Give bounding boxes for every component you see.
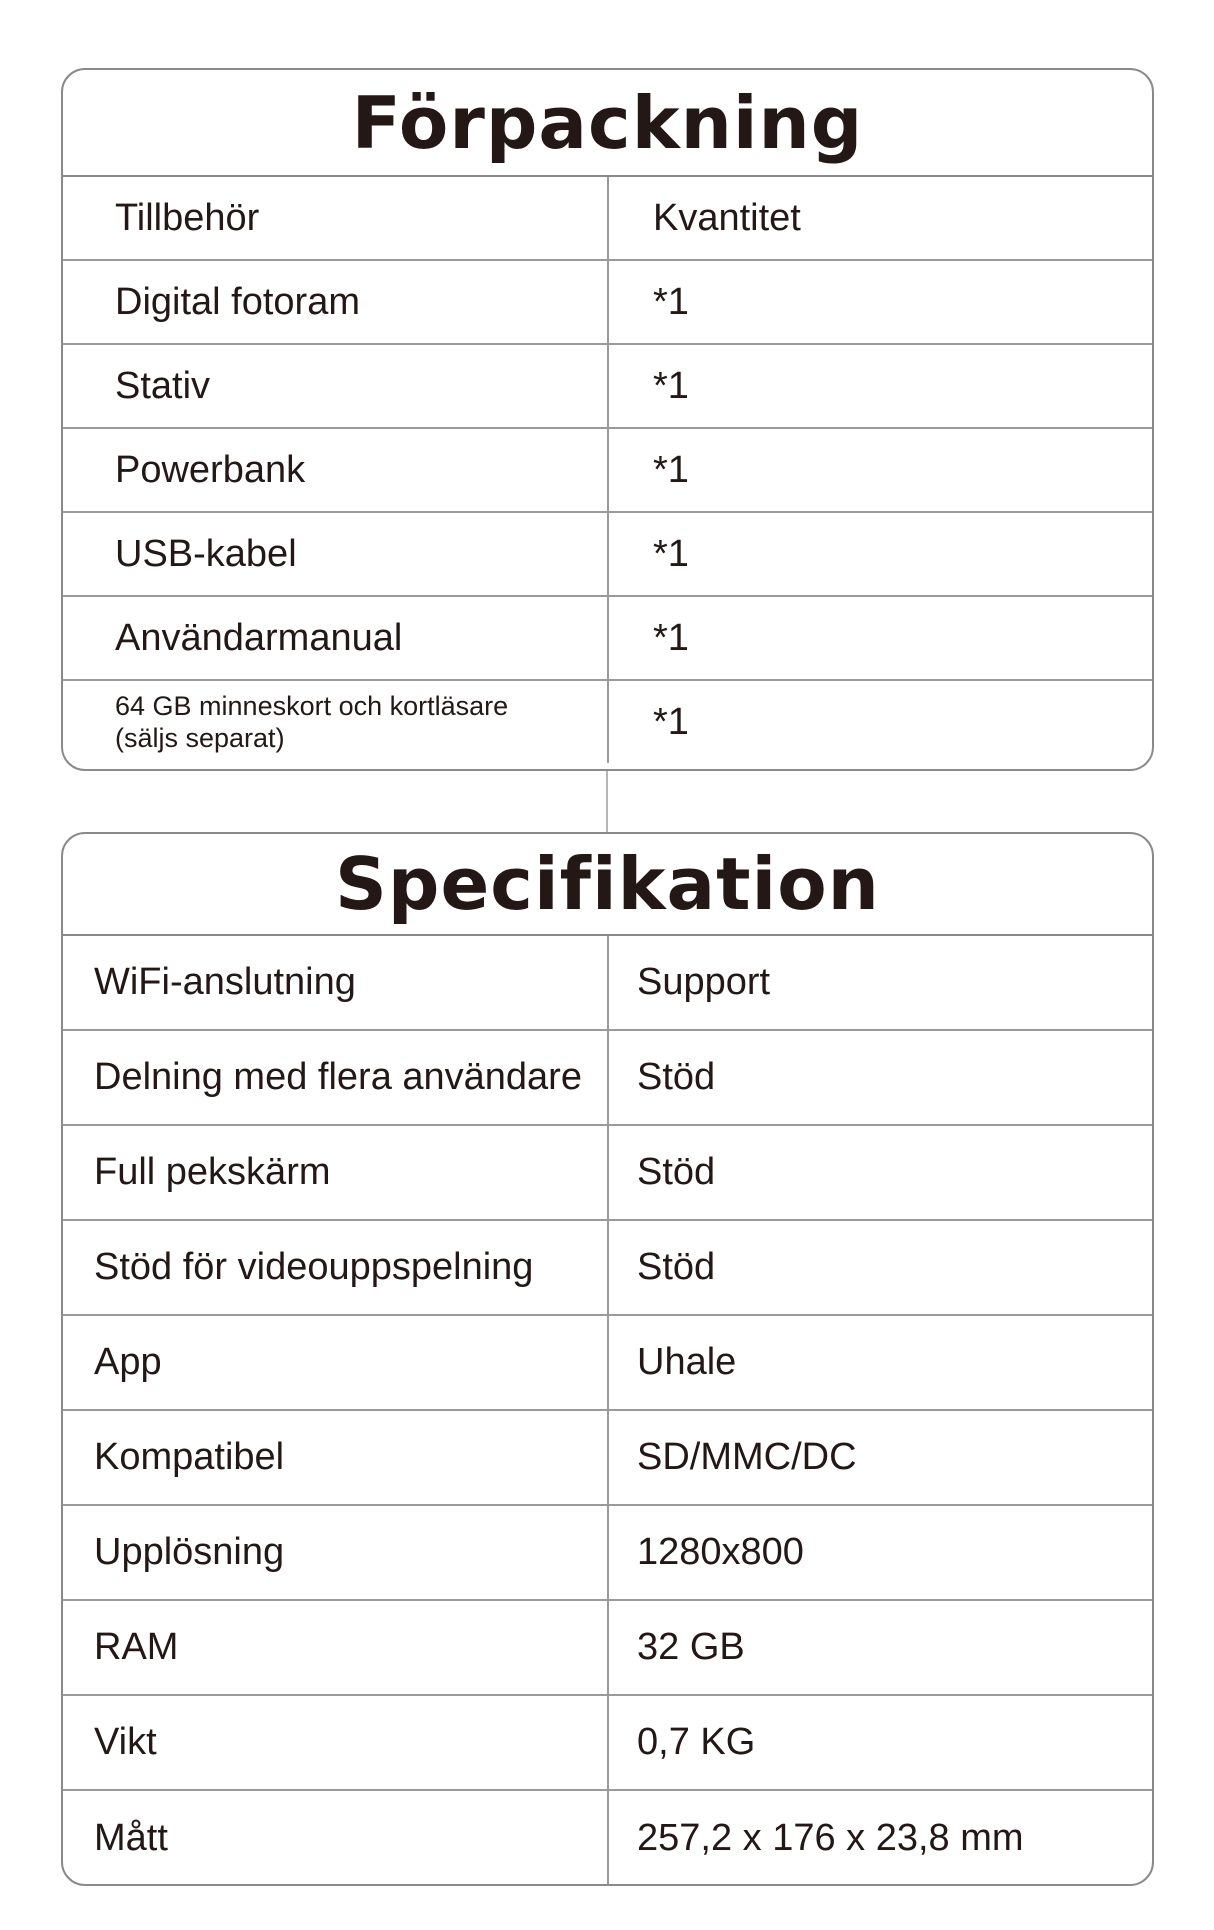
spec-label: Kompatibel [63,1411,609,1504]
table-row [63,429,1152,513]
divider [606,771,608,832]
packaging-title: Förpackning [63,70,1152,177]
spec-value: SD/MMC/DC [637,1436,857,1478]
table-row [63,261,1152,345]
packaging-item: Powerbank [63,429,609,511]
table-row [63,177,1152,261]
packaging-item: Digital fotoram [63,261,609,343]
table-row [63,1791,1152,1885]
packaging-qty: *1 [653,700,689,743]
spec-value: Stöd [637,1246,716,1288]
spec-value: Uhale [637,1341,737,1383]
spec-value: 32 GB [637,1626,745,1668]
spec-label: Upplösning [63,1506,609,1599]
packaging-item: USB-kabel [63,513,609,595]
spec-value: Stöd [637,1151,716,1193]
packaging-item: 64 GB minneskort och kortläsare (säljs separat) [63,681,609,763]
packaging-item: Användarmanual [63,597,609,679]
packaging-table [61,68,1154,771]
spec-value: 0,7 KG [637,1721,756,1763]
packaging-qty: *1 [653,448,689,491]
packaging-qty: *1 [653,364,689,407]
spec-value: Stöd [637,1056,716,1098]
table-row [63,345,1152,429]
spec-label: Stöd för videouppspelning [63,1221,609,1314]
spec-label: WiFi-anslutning [63,936,609,1029]
packaging-qty: *1 [653,280,689,323]
spec-label: Delning med flera användare [63,1031,609,1124]
table-row [63,1316,1152,1411]
spec-value: 1280x800 [637,1531,804,1573]
specification-title: Specifikation [63,834,1152,936]
table-row [63,1221,1152,1316]
specification-table [61,832,1154,1886]
table-row [63,1031,1152,1126]
spec-label: Mått [63,1791,609,1885]
table-row [63,1126,1152,1221]
table-row [63,936,1152,1031]
spec-label: Vikt [63,1696,609,1789]
packaging-item: Stativ [63,345,609,427]
spec-label: App [63,1316,609,1409]
packaging-qty: *1 [653,532,689,575]
packaging-header-item: Tillbehör [63,177,609,259]
spec-label: RAM [63,1601,609,1694]
spec-label: Full pekskärm [63,1126,609,1219]
table-row [63,1411,1152,1506]
packaging-header-qty: Kvantitet [653,196,801,239]
table-row [63,1601,1152,1696]
spec-value: Support [637,961,771,1003]
table-row [63,1696,1152,1791]
table-row [63,1506,1152,1601]
spec-value: 257,2 x 176 x 23,8 mm [637,1816,1024,1859]
table-row [63,681,1152,763]
table-row [63,597,1152,681]
packaging-qty: *1 [653,616,689,659]
table-row [63,513,1152,597]
